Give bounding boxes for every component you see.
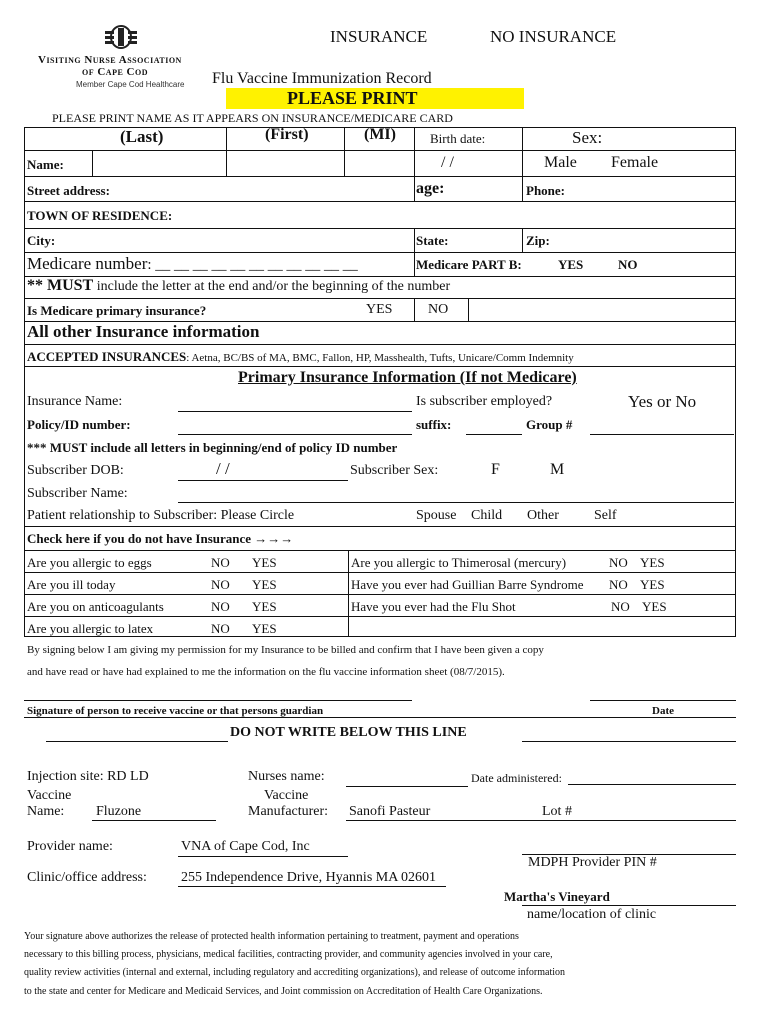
- answer-yes[interactable]: YES: [252, 577, 277, 592]
- clinic-address-label: Clinic/office address:: [27, 870, 147, 885]
- clinic-address-value: 255 Independence Drive, Hyannis MA 02601: [181, 870, 437, 885]
- question-anticoagulants: Are you on anticoagulants: [27, 599, 164, 614]
- manufacturer-label: Manufacturer:: [248, 804, 329, 819]
- vna-logo-icon: [102, 24, 140, 50]
- must-rest: include the letter at the end and/or the beginning of the number: [93, 279, 451, 294]
- logo-line1: Visiting Nurse Association: [38, 54, 182, 66]
- lot-field[interactable]: [522, 820, 736, 821]
- medicare-primary-question: Is Medicare primary insurance?: [27, 303, 207, 318]
- answer-yes[interactable]: YES: [252, 555, 277, 570]
- relationship-child[interactable]: Child: [471, 508, 503, 523]
- provider-name-label: Provider name:: [27, 839, 113, 854]
- suffix-field[interactable]: [466, 434, 522, 435]
- policy-id-label: Policy/ID number:: [27, 417, 131, 432]
- signature-label: Signature of person to receive vaccine or that persons guardian: [27, 705, 324, 717]
- subscriber-sex-f[interactable]: F: [491, 461, 500, 478]
- date-field[interactable]: [590, 700, 736, 701]
- form-title: Flu Vaccine Immunization Record: [212, 70, 432, 87]
- footer-line3: quality review activities (internal and external, including regulatory and accrediting organizations), and release of outcome information: [24, 967, 566, 978]
- question-latex: Are you allergic to latex: [27, 621, 154, 636]
- insurance-name-field[interactable]: [178, 411, 412, 412]
- must-letters-note: *** MUST include all letters in beginning/end of policy ID number: [27, 440, 398, 455]
- group-label: Group #: [526, 417, 573, 432]
- must-emphasis: ** MUST: [27, 277, 94, 294]
- medicare-part-b-label: Medicare PART B:: [416, 257, 522, 272]
- vaccine-manufacturer-label-top: Vaccine: [264, 788, 309, 803]
- street-address-label: Street address:: [27, 183, 110, 198]
- vaccine-label: Vaccine: [27, 788, 72, 803]
- medicare-primary-yes[interactable]: YES: [366, 302, 393, 317]
- medicare-number-label: Medicare number: [27, 254, 148, 273]
- primary-insurance-heading: Primary Insurance Information (If not Medicare): [238, 369, 577, 386]
- subscriber-employed-yes-no[interactable]: Yes or No: [628, 392, 697, 411]
- birth-date-field[interactable]: / /: [441, 154, 454, 171]
- part-b-no[interactable]: NO: [618, 257, 638, 272]
- sex-female-option[interactable]: Female: [611, 154, 659, 171]
- clinic-location-value: Martha's Vineyard: [504, 889, 610, 904]
- answer-no[interactable]: NO: [611, 599, 630, 614]
- subscriber-name-label: Subscriber Name:: [27, 486, 128, 501]
- relationship-self[interactable]: Self: [594, 508, 617, 523]
- vaccine-name-label: Name:: [27, 804, 65, 819]
- city-label: City:: [27, 233, 56, 248]
- insurance-name-label: Insurance Name:: [27, 394, 123, 409]
- subscriber-sex-m[interactable]: M: [550, 461, 565, 478]
- question-ill-today: Are you ill today: [27, 577, 116, 592]
- mi-header: (MI): [364, 126, 396, 143]
- medicare-number-blanks: : __ __ __ __ __ __ __ __ __ __ __: [147, 257, 358, 273]
- answer-no[interactable]: NO: [211, 577, 230, 592]
- subscriber-dob-field[interactable]: / /: [216, 459, 230, 478]
- accepted-insurances-label: ACCEPTED INSURANCES: [27, 349, 187, 364]
- no-insurance-checkbox[interactable]: [348, 528, 734, 548]
- answer-no[interactable]: NO: [211, 555, 230, 570]
- accepted-insurances-list: : Aetna, BC/BS of MA, BMC, Fallon, HP, Masshealth, Tufts, Unicare/Comm Indemnity: [186, 352, 574, 364]
- nurses-name-label: Nurses name:: [248, 769, 325, 784]
- answer-yes[interactable]: YES: [640, 555, 665, 570]
- age-label: age:: [416, 180, 445, 197]
- signature-field[interactable]: [24, 700, 412, 701]
- manufacturer-value: Sanofi Pasteur: [349, 804, 431, 819]
- answer-no[interactable]: NO: [609, 577, 628, 592]
- sex-male-option[interactable]: Male: [544, 154, 577, 171]
- answer-yes[interactable]: YES: [640, 577, 665, 592]
- date-administered-field[interactable]: [568, 784, 736, 785]
- subscriber-employed-label: Is subscriber employed?: [416, 394, 553, 409]
- birth-date-label: Birth date:: [430, 131, 486, 146]
- last-name-header: (Last): [120, 127, 164, 146]
- subscriber-sex-label: Subscriber Sex:: [350, 463, 439, 478]
- question-thimerosal: Are you allergic to Thimerosal (mercury): [351, 555, 567, 570]
- zip-label: Zip:: [526, 233, 550, 248]
- relationship-spouse[interactable]: Spouse: [416, 508, 457, 523]
- answer-no[interactable]: NO: [211, 599, 230, 614]
- date-label: Date: [652, 705, 674, 717]
- logo-line3: Member Cape Cod Healthcare: [76, 80, 185, 89]
- town-of-residence-label: TOWN OF RESIDENCE:: [27, 208, 173, 223]
- question-eggs: Are you allergic to eggs: [27, 555, 152, 570]
- provider-name-value: VNA of Cape Cod, Inc: [181, 839, 310, 854]
- subscriber-dob-label: Subscriber DOB:: [27, 463, 124, 478]
- question-guillain-barre: Have you ever had Guillian Barre Syndrome: [351, 577, 584, 592]
- insurance-option[interactable]: INSURANCE: [330, 27, 428, 46]
- clinic-location-label: name/location of clinic: [527, 907, 657, 922]
- answer-yes[interactable]: YES: [252, 621, 277, 636]
- medicare-number-field[interactable]: [27, 254, 358, 274]
- subscriber-name-field[interactable]: [178, 502, 734, 503]
- injection-site-label[interactable]: Injection site: RD LD: [27, 769, 149, 784]
- phone-label: Phone:: [526, 183, 565, 198]
- footer-line4: to the state and center for Medicare and Medicaid Services, and Joint commission on Accreditation of Health Care Organizations.: [24, 986, 543, 997]
- medicare-must-note: [27, 277, 450, 295]
- answer-no[interactable]: NO: [609, 555, 628, 570]
- answer-yes[interactable]: YES: [252, 599, 277, 614]
- footer-line2: necessary to this billing process, physicians, medical facilities, contracting provider, and community agencies involved in your care,: [24, 949, 553, 960]
- no-insurance-check-label: Check here if you do not have Insurance →→→: [27, 531, 294, 546]
- group-field[interactable]: [590, 434, 734, 435]
- name-label: Name:: [27, 157, 64, 172]
- state-label: State:: [416, 233, 449, 248]
- nurses-name-field[interactable]: [346, 786, 468, 787]
- please-print-heading: PLEASE PRINT: [287, 88, 418, 108]
- part-b-yes[interactable]: YES: [558, 257, 584, 272]
- mi-field[interactable]: [346, 152, 412, 174]
- sex-label: Sex:: [572, 128, 603, 147]
- logo-line2: of Cape Cod: [82, 66, 148, 78]
- date-administered-label: Date administered:: [471, 771, 562, 785]
- first-name-field[interactable]: [228, 152, 342, 174]
- no-insurance-option[interactable]: NO INSURANCE: [490, 27, 617, 46]
- last-name-field[interactable]: [94, 152, 224, 174]
- other-insurance-heading: All other Insurance information: [27, 322, 260, 341]
- do-not-write-heading: DO NOT WRITE BELOW THIS LINE: [230, 725, 467, 740]
- answer-no[interactable]: NO: [211, 621, 230, 636]
- footer-line1: Your signature above authorizes the release of protected health information pertaining to treatment, payment and operations: [24, 931, 519, 942]
- relationship-other[interactable]: Other: [527, 508, 559, 523]
- relationship-label: Patient relationship to Subscriber: Please Circle: [27, 508, 295, 523]
- answer-yes[interactable]: YES: [642, 599, 667, 614]
- policy-id-field[interactable]: [178, 434, 412, 435]
- print-name-instruction: PLEASE PRINT NAME AS IT APPEARS ON INSURANCE/MEDICARE CARD: [52, 111, 453, 125]
- mdph-pin-label: MDPH Provider PIN #: [528, 855, 657, 870]
- first-name-header: (First): [265, 126, 309, 143]
- medicare-primary-no[interactable]: NO: [428, 302, 449, 317]
- suffix-label: suffix:: [416, 417, 452, 432]
- consent-line2: and have read or have had explained to me the information on the flu vaccine information sheet (08/7/2015).: [27, 666, 505, 678]
- vaccine-name-value: Fluzone: [96, 804, 142, 819]
- question-flu-shot: Have you ever had the Flu Shot: [351, 599, 516, 614]
- consent-line1: By signing below I am giving my permission for my Insurance to be billed and confirm that I have been given a copy: [27, 644, 544, 656]
- lot-label: Lot #: [542, 804, 572, 819]
- accepted-insurances: [27, 348, 574, 366]
